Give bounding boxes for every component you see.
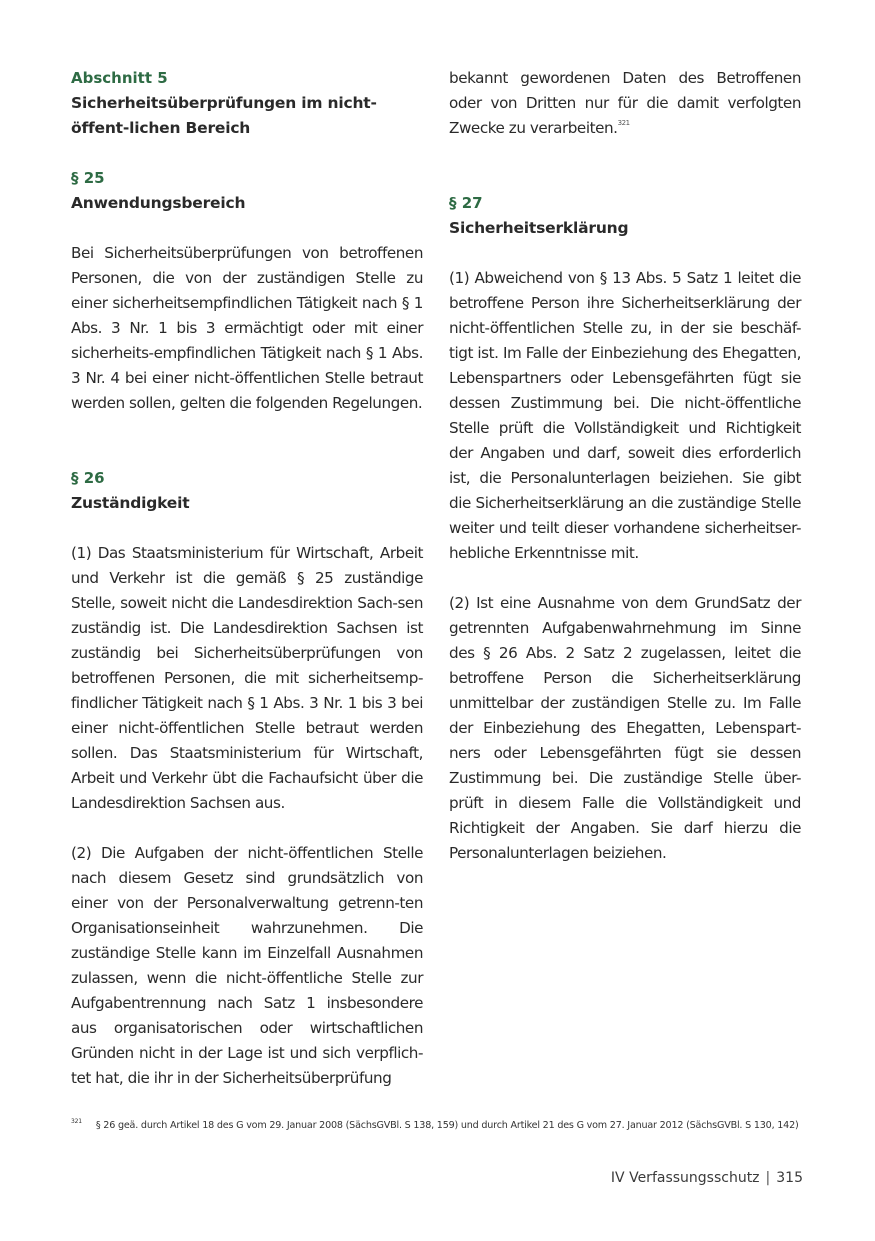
left-column bbox=[71, 66, 423, 1091]
page-footer bbox=[611, 1170, 803, 1186]
footnote-ref[interactable]: 321 bbox=[617, 119, 630, 127]
continuation-body: bekannt gewordenen Daten des Betroffenen oder von Dritten nur für die damit verfolgten Zwecke zu verarbeiten. bbox=[449, 69, 801, 137]
paragraph-26-para-2: (2) Die Aufgaben der nicht-öffentlichen Stelle nach diesem Gesetz sind grundsätzlich von einer von der Personalverwaltung getrenn-ten Organisationseinheit wahrzunehmen. Die zuständige Stelle kann im Einzelfall Ausnahmen zulassen, wenn die nicht-öffentliche Stelle zur Aufgabentrennung nach Satz 1 insbesondere aus organisatorischen oder wirtschaftlichen Gründen nicht in der Lage ist und sich verpflich-tet hat, die ihr in der Sicherheitsüberprüfung bbox=[71, 844, 423, 1087]
footnote-number: 321 bbox=[71, 1118, 82, 1125]
footer-separator: | bbox=[765, 1170, 771, 1186]
paragraph-25-title: Anwendungsbereich bbox=[71, 194, 246, 212]
paragraph-27-para-1: (1) Abweichend von § 13 Abs. 5 Satz 1 leitet die betroffene Person ihre Sicherheitserklärung der nicht-öffentlichen Stelle zu, in der sie beschäf-tigt ist. Im Falle der Einbeziehung des Ehegatten, Lebenspartners oder Lebensgefährten fügt sie dessen Zustimmung bei. Die nicht-öffentliche Stelle prüft die Vollständigkeit und Richtigkeit der Angaben und darf, soweit dies erforderlich ist, die Personalunterlagen beiziehen. Sie gibt die Sicherheitserklärung an die zuständige Stelle weiter und teilt dieser vorhandene sicherheitser-hebliche Erkenntnisse mit. bbox=[449, 269, 801, 562]
footnote bbox=[71, 1120, 811, 1131]
paragraph-26-para-1: (1) Das Staatsministerium für Wirtschaft, Arbeit und Verkehr ist die gemäß § 25 zuständige Stelle, soweit nicht die Landesdirektion Sach-sen zuständig ist. Die Landesdirektion Sachsen ist zuständig bei Sicherheitsüberprüfungen von betroffenen Personen, die mit sicherheitsemp-findlicher Tätigkeit nach § 1 Abs. 3 Nr. 1 bis 3 bei einer nicht-öffentlichen Stelle betraut werden sollen. Das Staatsministerium für Wirtschaft, Arbeit und Verkehr übt die Fachaufsicht über die Landesdirektion Sachsen aus. bbox=[71, 544, 423, 812]
paragraph-25-label: § 25 bbox=[71, 169, 105, 187]
chapter-title: IV Verfassungsschutz bbox=[610, 1170, 760, 1186]
footnote-text: § 26 geä. durch Artikel 18 des G vom 29. Januar 2008 (SächsGVBl. S 138, 159) und durch Artikel 21 des G vom 27. Januar 2012 (SächsGVBl. S 130, 142) bbox=[95, 1120, 799, 1131]
continuation-text bbox=[449, 66, 801, 141]
paragraph-27-label: § 27 bbox=[449, 194, 483, 212]
section-label: Abschnitt 5 bbox=[71, 69, 168, 87]
paragraph-27-para-2: (2) Ist eine Ausnahme von dem GrundSatz der getrennten Aufgabenwahrnehmung im Sinne des § 26 Abs. 2 Satz 2 zugelassen, leitet die betroffene Person die Sicherheitserklärung unmittelbar der zuständigen Stelle zu. Im Falle der Einbeziehung des Ehegatten, Lebenspart-ners oder Lebensgefährten fügt sie dessen Zustimmung bei. Die zuständige Stelle über-prüft in diesem Falle die Vollständigkeit und Richtigkeit der Angaben. Sie darf hierzu die Personalunterlagen beiziehen. bbox=[449, 594, 801, 862]
paragraph-26-title: Zuständigkeit bbox=[71, 494, 190, 512]
page-number: 315 bbox=[776, 1170, 803, 1186]
section-title: Sicherheitsüberprüfungen im nicht-öffent-lichen Bereich bbox=[71, 94, 377, 137]
paragraph-25-text: Bei Sicherheitsüberprüfungen von betroffenen Personen, die von der zuständigen Stelle zu einer sicherheitsempfindlichen Tätigkeit nach § 1 Abs. 3 Nr. 1 bis 3 ermächtigt oder mit einer sicherheits-empfindlichen Tätigkeit nach § 1 Abs. 3 Nr. 4 bei einer nicht-öffentlichen Stelle betraut werden sollen, gelten die folgenden Regelungen. bbox=[71, 244, 423, 412]
paragraph-27-title: Sicherheitserklärung bbox=[449, 219, 629, 237]
right-column bbox=[449, 66, 801, 866]
paragraph-26-label: § 26 bbox=[71, 469, 105, 487]
